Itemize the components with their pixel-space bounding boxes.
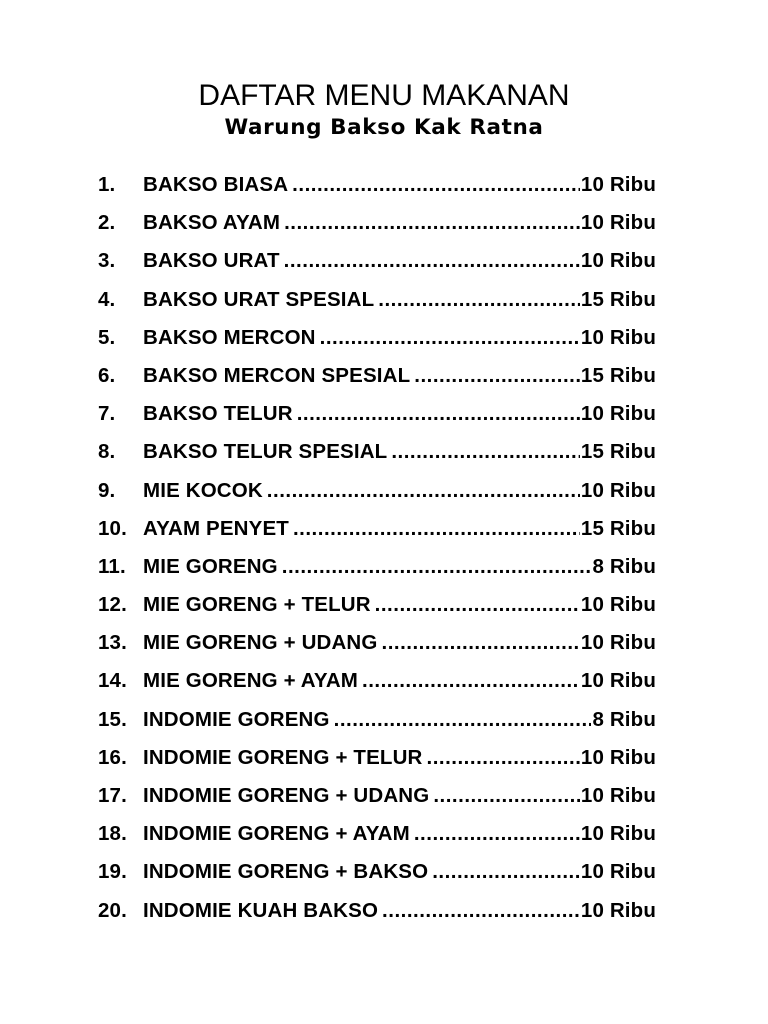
- menu-item-price: 10 Ribu: [580, 173, 656, 196]
- menu-item-price: 10 Ribu: [580, 669, 656, 693]
- menu-item: [98, 319, 656, 357]
- menu-item-name: INDOMIE GORENG: [143, 707, 330, 731]
- menu-item-number: 17.: [98, 784, 127, 807]
- menu-item-number: 6.: [98, 363, 116, 387]
- menu-item: [98, 892, 656, 930]
- menu-item-name: MIE GORENG: [143, 554, 278, 578]
- menu-item-name: INDOMIE GORENG + UDANG: [143, 784, 430, 807]
- dot-leader: [320, 319, 580, 357]
- dot-leader: [362, 662, 580, 700]
- dot-leader: [267, 472, 580, 510]
- dot-leader: [427, 739, 580, 777]
- menu-item-name: AYAM PENYET: [143, 516, 289, 540]
- dot-leader: [282, 548, 592, 586]
- menu-item-price: 10 Ribu: [580, 478, 656, 502]
- menu-item-price: 10 Ribu: [580, 325, 656, 349]
- menu-item-number: 7.: [98, 402, 116, 426]
- menu-item-name: BAKSO MERCON: [143, 325, 316, 349]
- dot-leader: [391, 433, 580, 471]
- menu-item-price: 10 Ribu: [580, 593, 656, 617]
- menu-item: [98, 204, 656, 242]
- dot-leader: [284, 242, 580, 280]
- menu-item: [98, 701, 656, 739]
- menu-item-price: 8 Ribu: [592, 707, 656, 731]
- menu-item: [98, 433, 656, 471]
- menu-item-name: MIE GORENG + TELUR: [143, 593, 371, 617]
- menu-item-name: MIE KOCOK: [143, 478, 263, 502]
- menu-item: [98, 548, 656, 586]
- menu-item: [98, 395, 656, 433]
- menu-item-name: MIE GORENG + UDANG: [143, 631, 378, 655]
- dot-leader: [334, 701, 592, 739]
- menu-item-number: 19.: [98, 860, 127, 884]
- dot-leader: [375, 586, 580, 624]
- menu-item-name: BAKSO AYAM: [143, 211, 281, 235]
- menu-item-price: 10 Ribu: [580, 860, 656, 884]
- menu-item-price: 10 Ribu: [580, 745, 656, 769]
- dot-leader: [292, 166, 580, 204]
- menu-item-name: BAKSO URAT: [143, 249, 280, 273]
- menu-item: [98, 815, 656, 853]
- menu-item-price: 10 Ribu: [580, 784, 656, 807]
- menu-item-price: 15 Ribu: [580, 440, 656, 464]
- page-title: DAFTAR MENU MAKANAN: [198, 79, 570, 112]
- menu-item: [98, 853, 656, 891]
- page-subtitle: Warung Bakso Kak Ratna: [224, 115, 544, 140]
- menu-item: [98, 662, 656, 700]
- menu-item: [98, 739, 656, 777]
- menu-item-number: 13.: [98, 631, 127, 655]
- menu-item-price: 10 Ribu: [580, 898, 656, 922]
- menu-item: [98, 510, 656, 548]
- dot-leader: [382, 892, 580, 930]
- menu-item: [98, 242, 656, 280]
- menu-item-price: 10 Ribu: [580, 402, 656, 426]
- menu-item-name: BAKSO MERCON SPESIAL: [143, 363, 411, 387]
- dot-leader: [382, 624, 580, 662]
- menu-item-number: 20.: [98, 898, 127, 922]
- menu-item-number: 2.: [98, 211, 116, 235]
- dot-leader: [414, 815, 580, 853]
- menu-item-price: 10 Ribu: [580, 822, 656, 846]
- menu-item-number: 15.: [98, 707, 127, 731]
- menu-item-name: INDOMIE GORENG + AYAM: [143, 822, 410, 846]
- menu-item-price: 15 Ribu: [580, 516, 656, 540]
- menu-item-name: INDOMIE GORENG + TELUR: [143, 745, 423, 769]
- menu-item: [98, 777, 656, 815]
- dot-leader: [284, 204, 580, 242]
- menu-item-number: 5.: [98, 325, 116, 349]
- dot-leader: [293, 510, 580, 548]
- menu-item-number: 8.: [98, 440, 116, 464]
- menu-item-number: 1.: [98, 173, 116, 196]
- dot-leader: [378, 281, 580, 319]
- menu-item-name: INDOMIE GORENG + BAKSO: [143, 860, 429, 884]
- dot-leader: [432, 853, 580, 891]
- menu-item-name: BAKSO TELUR SPESIAL: [143, 440, 388, 464]
- menu-item-name: BAKSO URAT SPESIAL: [143, 287, 375, 311]
- menu-item-price: 10 Ribu: [580, 211, 656, 235]
- menu-item: [98, 624, 656, 662]
- menu-item-number: 12.: [98, 593, 127, 617]
- menu-item-name: BAKSO TELUR: [143, 402, 293, 426]
- menu-item: [98, 357, 656, 395]
- menu-list: [98, 166, 656, 930]
- menu-item-price: 10 Ribu: [580, 249, 656, 273]
- menu-item: [98, 281, 656, 319]
- dot-leader: [414, 357, 580, 395]
- dot-leader: [297, 395, 580, 433]
- dot-leader: [433, 777, 580, 815]
- menu-item-number: 9.: [98, 478, 116, 502]
- menu-item-number: 4.: [98, 287, 116, 311]
- menu-item-price: 15 Ribu: [580, 287, 656, 311]
- menu-item-name: INDOMIE KUAH BAKSO: [143, 898, 379, 922]
- menu-item-number: 18.: [98, 822, 127, 846]
- menu-item-number: 10.: [98, 516, 127, 540]
- menu-item-price: 8 Ribu: [592, 554, 656, 578]
- menu-item: [98, 586, 656, 624]
- menu-item-price: 15 Ribu: [580, 363, 656, 387]
- menu-item-number: 3.: [98, 249, 116, 273]
- menu-item-price: 10 Ribu: [580, 631, 656, 655]
- menu-item-number: 16.: [98, 745, 127, 769]
- menu-item: [98, 472, 656, 510]
- menu-item: [98, 166, 656, 204]
- menu-item-name: MIE GORENG + AYAM: [143, 669, 359, 693]
- menu-item-name: BAKSO BIASA: [143, 173, 289, 196]
- menu-item-number: 14.: [98, 669, 127, 693]
- menu-item-number: 11.: [98, 554, 126, 578]
